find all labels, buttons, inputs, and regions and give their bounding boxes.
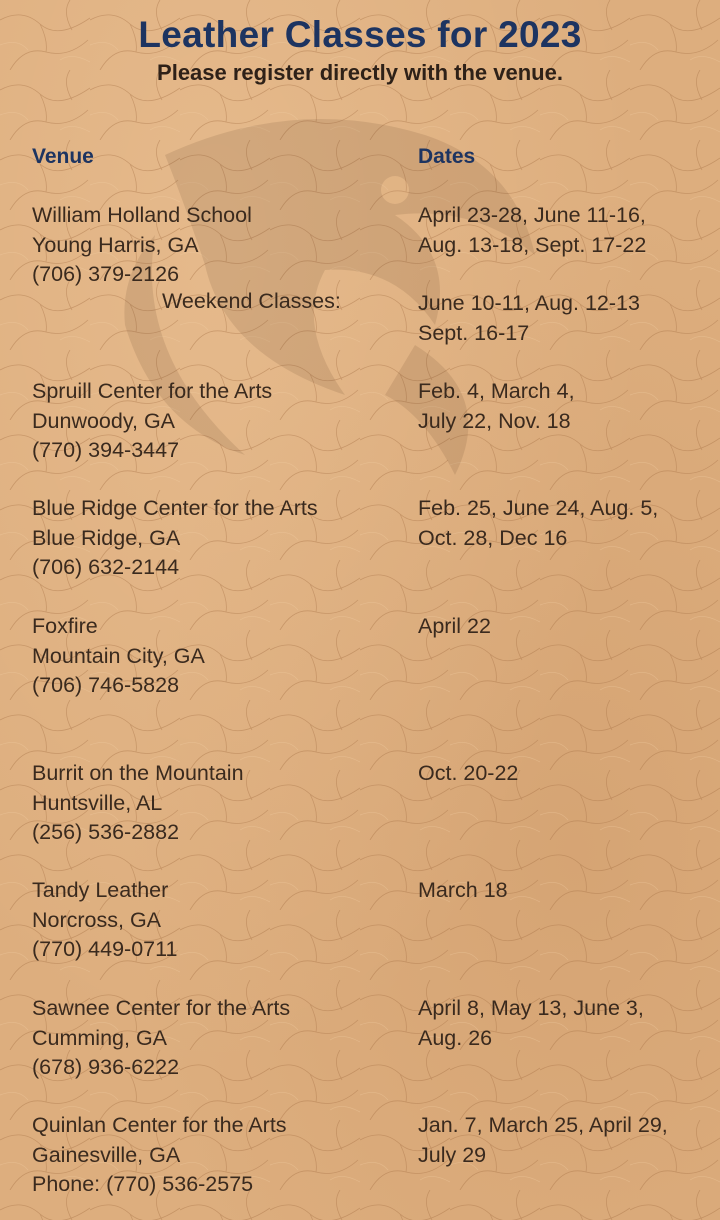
venue-dates	[418, 759, 518, 789]
venue-location: Blue Ridge, GA	[32, 525, 181, 550]
venue-phone: (706) 379-2126	[32, 262, 180, 286]
venue-name: Tandy Leather	[32, 878, 169, 902]
venue-name: Sawnee Center for the Arts	[32, 996, 291, 1020]
weekend-classes-label: Weekend Classes:	[162, 289, 341, 313]
venue-entry	[32, 377, 272, 466]
dates-line: Feb. 4, March 4,	[418, 379, 575, 403]
dates-line: April 22	[418, 614, 491, 638]
venue-name: Quinlan Center for the Arts	[32, 1113, 287, 1137]
venue-name: Foxfire	[32, 614, 98, 638]
dates-line: July 29	[418, 1142, 487, 1167]
page-subtitle: Please register directly with the venue.	[157, 60, 563, 85]
dates-line: April 8, May 13, June 3,	[418, 996, 644, 1020]
venue-location: Young Harris, GA	[32, 232, 199, 257]
dates-line: April 23-28, June 11-16,	[418, 203, 646, 227]
venue-dates	[418, 201, 646, 260]
venue-location: Norcross, GA	[32, 907, 162, 932]
venue-phone: (256) 536-2882	[32, 820, 180, 844]
venue-dates	[418, 1111, 668, 1170]
dates-line: Oct. 28, Dec 16	[418, 525, 568, 550]
venue-location: Gainesville, GA	[32, 1142, 181, 1167]
dates-line: June 10-11, Aug. 12-13	[418, 291, 640, 315]
venue-phone: (770) 449-0711	[32, 937, 178, 961]
venue-dates	[418, 494, 658, 553]
venue-phone: Phone: (770) 536-2575	[32, 1172, 254, 1196]
venue-location: Huntsville, AL	[32, 790, 163, 815]
venue-entry	[32, 201, 252, 290]
venue-phone: (706) 746-5828	[32, 673, 180, 697]
venue-name: Spruill Center for the Arts	[32, 379, 273, 403]
venue-name: William Holland School	[32, 203, 252, 227]
venue-phone: (678) 936-6222	[32, 1055, 180, 1079]
venue-phone: (706) 632-2144	[32, 555, 180, 579]
dates-line: Aug. 13-18, Sept. 17-22	[418, 232, 647, 257]
page-title: Leather Classes for 2023	[138, 14, 582, 55]
venue-dates	[418, 377, 575, 436]
venue-phone: (770) 394-3447	[32, 438, 180, 462]
venue-location: Cumming, GA	[32, 1025, 168, 1050]
venue-name: Blue Ridge Center for the Arts	[32, 496, 318, 520]
venue-entry	[32, 994, 290, 1083]
venue-entry	[32, 759, 244, 848]
venue-entry	[32, 494, 318, 583]
dates-column-header: Dates	[418, 145, 476, 168]
venue-dates	[418, 994, 644, 1053]
dates-line: Feb. 25, June 24, Aug. 5,	[418, 496, 659, 520]
dates-line: March 18	[418, 878, 508, 902]
venue-column-header: Venue	[32, 145, 94, 168]
venue-entry	[32, 876, 177, 965]
venue-dates	[418, 612, 491, 642]
venue-entry	[32, 612, 205, 701]
venue-location: Dunwoody, GA	[32, 408, 176, 433]
weekend-dates	[418, 289, 640, 348]
venue-location: Mountain City, GA	[32, 643, 205, 668]
dates-line: Jan. 7, March 25, April 29,	[418, 1113, 668, 1137]
venue-entry	[32, 1111, 287, 1200]
venue-dates	[418, 876, 508, 906]
dates-line: Sept. 16-17	[418, 320, 530, 345]
dates-line: Aug. 26	[418, 1025, 493, 1050]
dates-line: Oct. 20-22	[418, 761, 519, 785]
dates-line: July 22, Nov. 18	[418, 408, 571, 433]
venue-name: Burrit on the Mountain	[32, 761, 244, 785]
